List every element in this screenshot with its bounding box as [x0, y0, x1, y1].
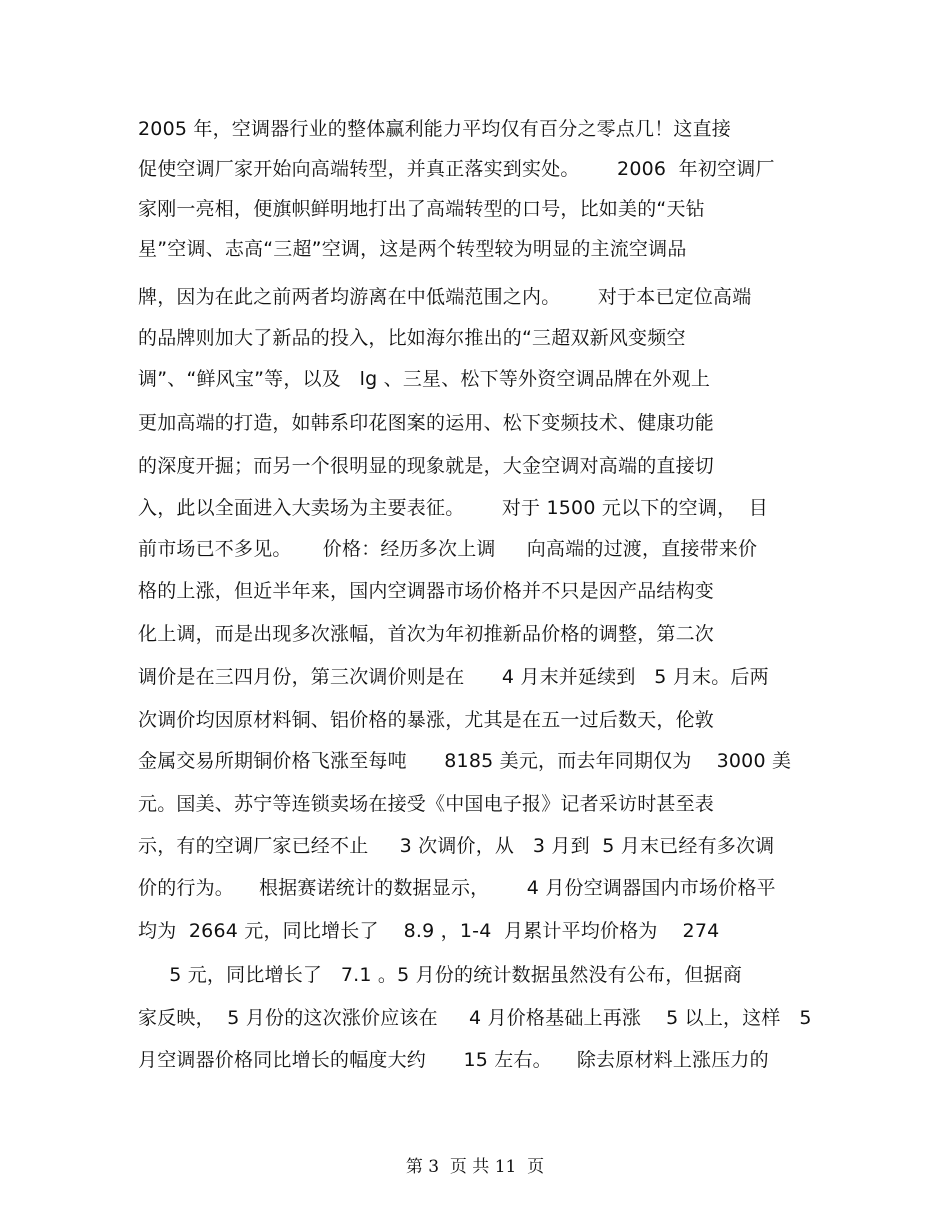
text-line-1: 2005 年，空调器行业的整体赢利能力平均仅有百分之零点几！这直接 — [138, 118, 731, 140]
text-line-12: 格的上涨，但近半年来，国内空调器市场价格并不只是因产品结构变 — [138, 580, 715, 602]
text-line-9: 的深度开掘；而另一个很明显的现象就是，大金空调对高端的直接切 — [138, 455, 715, 477]
text-line-14: 调价是在三四月份，第三次调价则是在 4 月末并延续到 5 月末。后两 — [138, 666, 769, 688]
text-line-2: 促使空调厂家开始向高端转型，并真正落实到实处。 2006 年初空调厂 — [138, 158, 775, 180]
text-line-6: 的品牌则加大了新品的投入，比如海尔推出的“三超双新风变频空 — [138, 327, 686, 349]
page-footer: 第 3 页 共 11 页 — [405, 1157, 545, 1177]
text-line-19: 价的行为。 根据赛诺统计的数据显示， 4 月份空调器国内市场价格平 — [138, 877, 776, 899]
text-line-13: 化上调，而是出现多次涨幅，首次为年初推新品价格的调整，第二次 — [138, 623, 715, 645]
text-line-5: 牌，因为在此之前两者均游离在中低端范围之内。 对于本已定位高端 — [138, 286, 752, 308]
text-line-23: 月空调器价格同比增长的幅度大约 15 左右。 除去原材料上涨压力的 — [138, 1049, 769, 1071]
text-line-4: 星”空调、志高“三超”空调，这是两个转型较为明显的主流空调品 — [138, 238, 687, 260]
text-line-17: 元。国美、苏宁等连锁卖场在接受《中国电子报》记者采访时甚至表 — [138, 793, 715, 815]
text-line-7: 调”、“鲜风宝”等，以及 lg 、三星、松下等外资空调品牌在外观上 — [138, 368, 711, 390]
text-line-3: 家刚一亮相，便旗帜鲜明地打出了高端转型的口号，比如美的“天钻 — [138, 198, 705, 220]
text-line-18: 示，有的空调厂家已经不止 3 次调价，从 3 月到 5 月末已经有多次调 — [138, 835, 775, 857]
text-line-21: 5 元，同比增长了 7.1 。5 月份的统计数据虽然没有公布，但据商 — [138, 964, 743, 986]
text-line-20: 均为 2664 元，同比增长了 8.9 ，1-4 月累计平均价格为 274 — [138, 920, 720, 942]
text-line-11: 前市场已不多见。 价格：经历多次上调 向高端的过渡，直接带来价 — [138, 538, 758, 560]
text-line-15: 次调价均因原材料铜、铝价格的暴涨，尤其是在五一过后数天，伦敦 — [138, 709, 715, 731]
text-line-10: 入，此以全面进入大卖场为主要表征。 对于 1500 元以下的空调， 目 — [138, 497, 768, 519]
text-line-22: 家反映， 5 月份的这次涨价应该在 4 月价格基础上再涨 5 以上，这样 5 — [138, 1007, 812, 1029]
text-line-8: 更加高端的打造，如韩系印花图案的运用、松下变频技术、健康功能 — [138, 412, 715, 434]
text-line-16: 金属交易所期铜价格飞涨至每吨 8185 美元，而去年同期仅为 3000 美 — [138, 750, 792, 772]
